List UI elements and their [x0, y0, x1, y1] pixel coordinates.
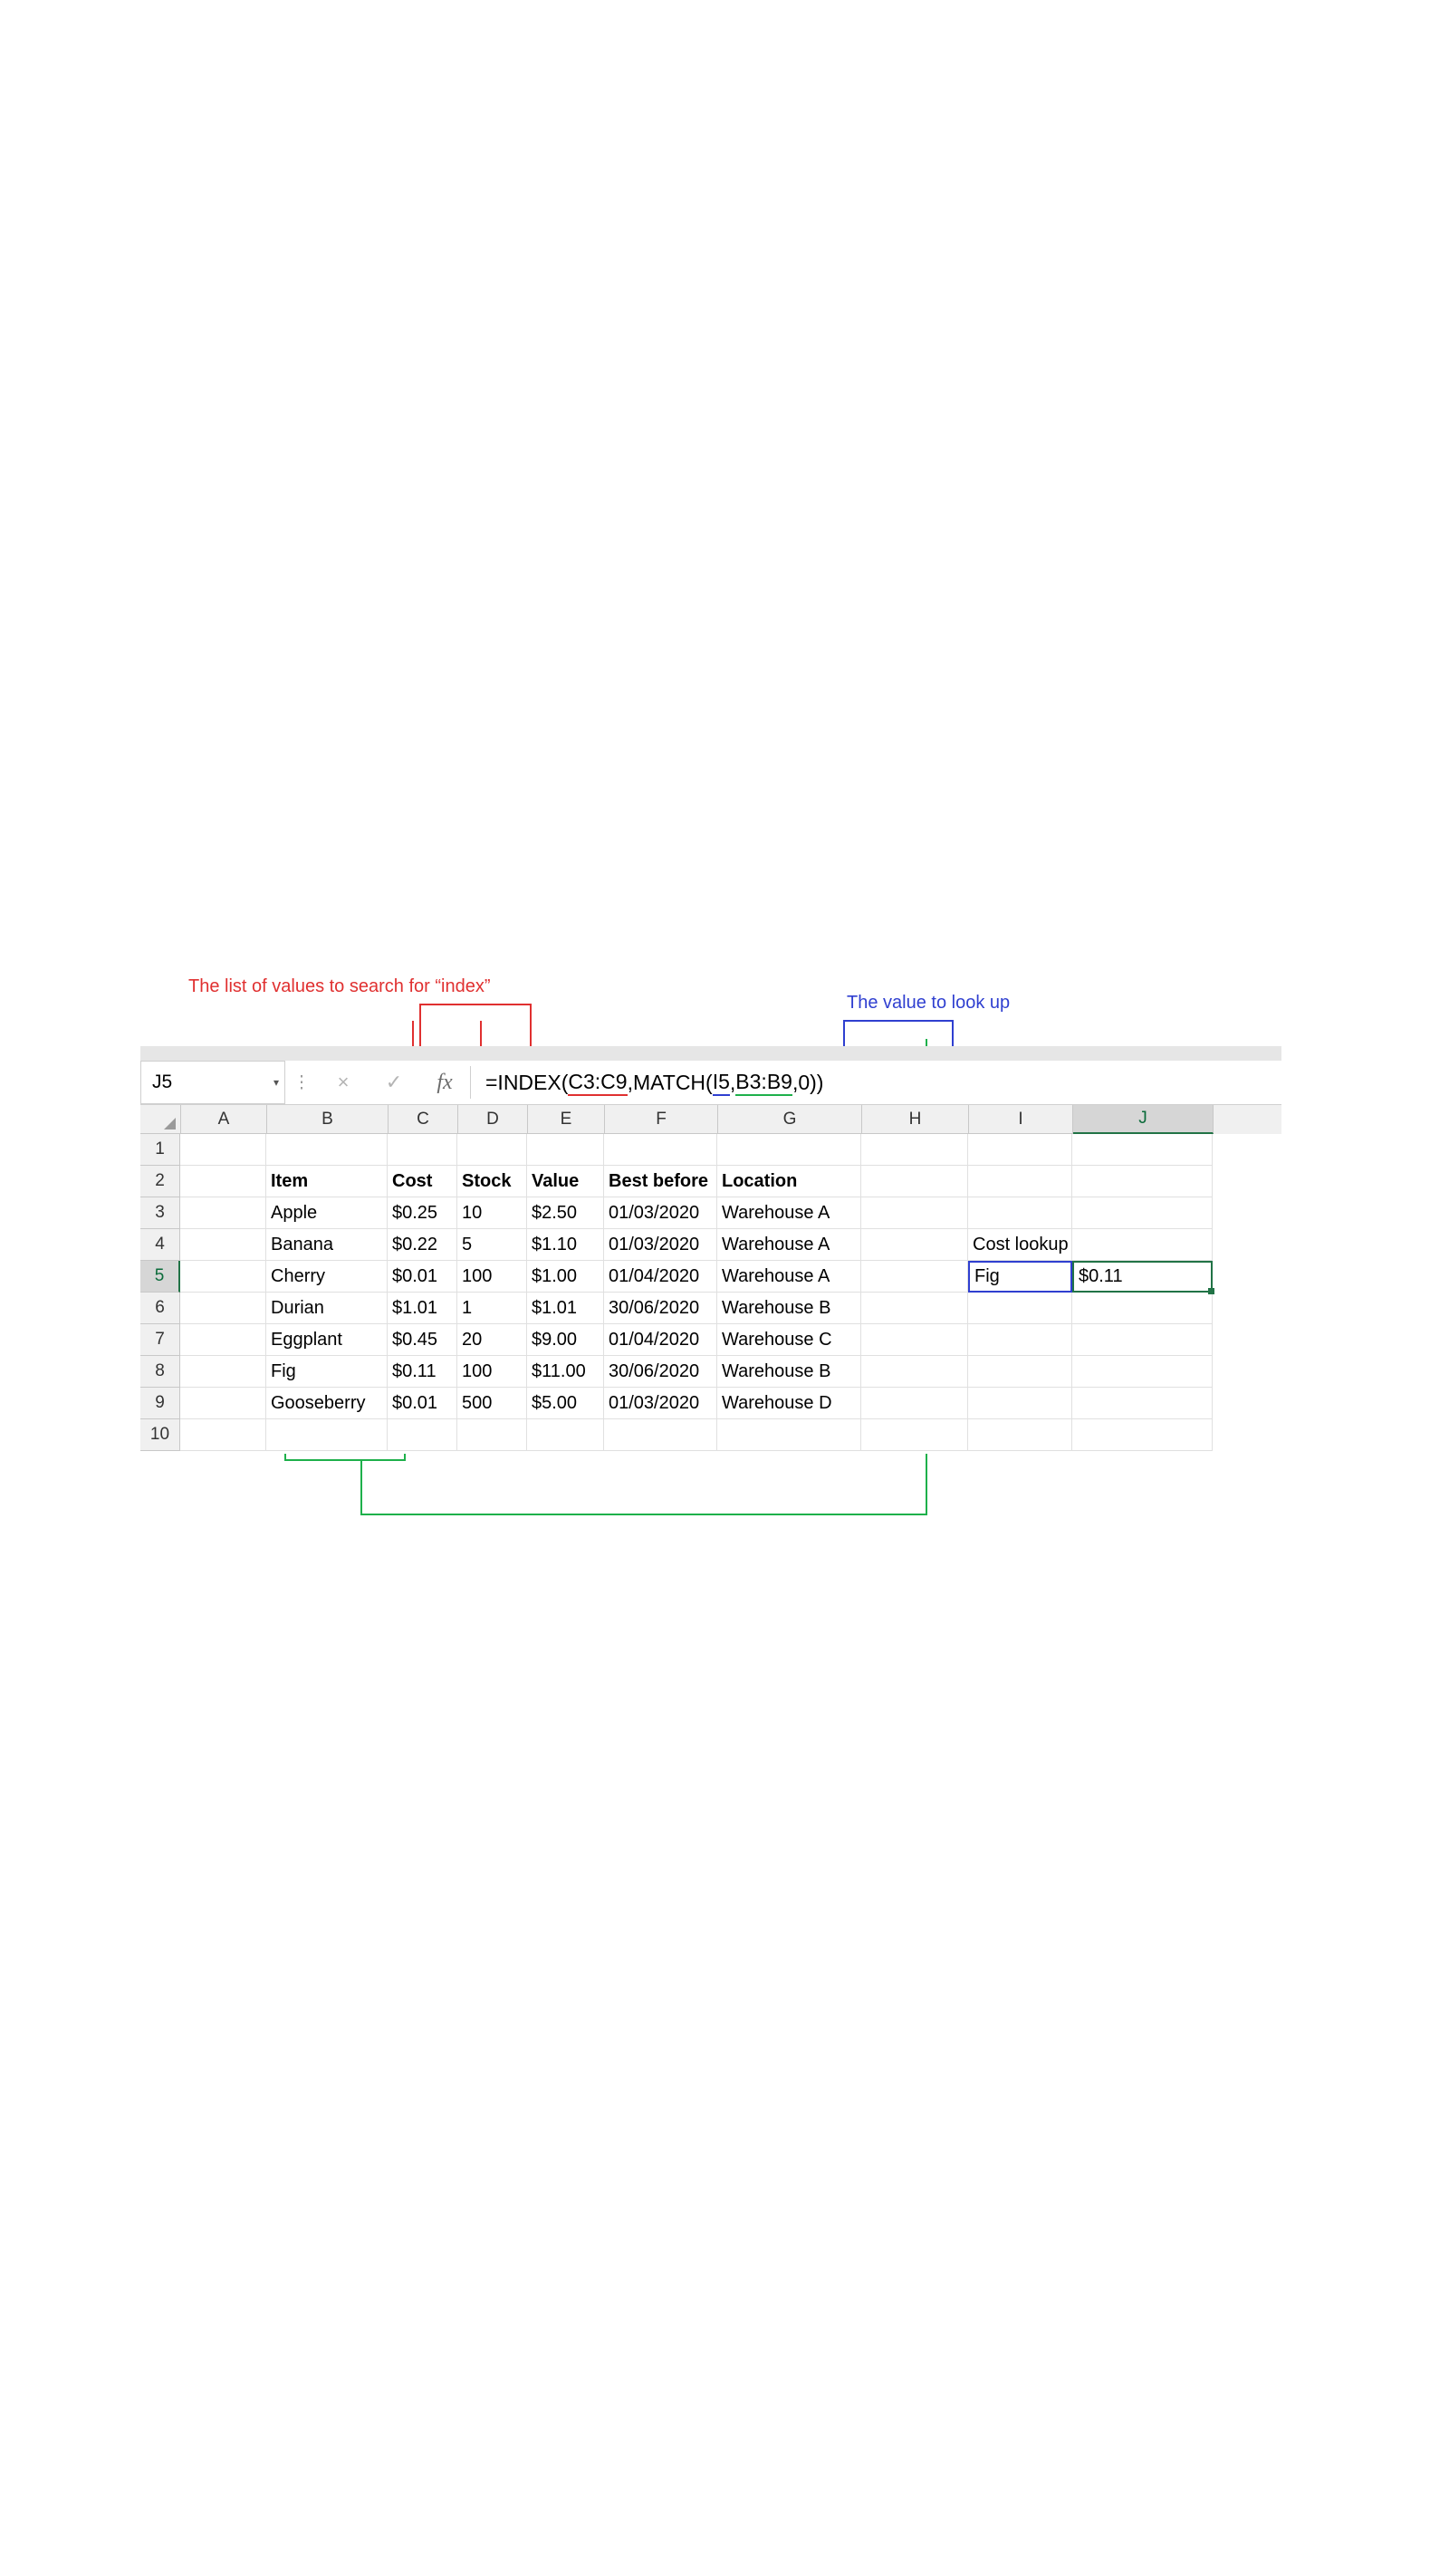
insert-function-icon[interactable]: fx [437, 1070, 453, 1094]
cell-b1[interactable] [266, 1134, 388, 1166]
cell-h9[interactable] [861, 1388, 968, 1419]
cell-a4[interactable] [180, 1229, 266, 1261]
table-row [140, 1134, 1281, 1166]
table-row [140, 1324, 1281, 1356]
cell-j4[interactable] [1072, 1229, 1213, 1261]
cell-c4[interactable]: $0.22 [388, 1229, 457, 1261]
cell-h7[interactable] [861, 1324, 968, 1356]
formula-segment-4: , [729, 1070, 736, 1094]
cell-f8[interactable]: 30/06/2020 [604, 1356, 717, 1388]
window-top-strip [140, 1046, 1281, 1061]
cell-h5[interactable] [861, 1261, 968, 1293]
cell-a10[interactable] [180, 1419, 266, 1451]
cell-d1[interactable] [457, 1134, 527, 1166]
formula-segment-match-range: B3:B9 [735, 1070, 792, 1096]
cell-d5[interactable]: 100 [457, 1261, 527, 1293]
cell-e10[interactable] [527, 1419, 604, 1451]
cell-h10[interactable] [861, 1419, 968, 1451]
cell-j6[interactable] [1072, 1293, 1213, 1324]
cell-f7[interactable]: 01/04/2020 [604, 1324, 717, 1356]
cell-i9[interactable] [968, 1388, 1072, 1419]
column-header-h[interactable]: H [862, 1105, 969, 1134]
row-header-5[interactable]: 5 [140, 1261, 180, 1293]
cell-f2[interactable]: Best before [604, 1166, 717, 1197]
formula-input[interactable] [471, 1061, 1281, 1104]
row-header-1[interactable]: 1 [140, 1134, 180, 1166]
cell-f1[interactable] [604, 1134, 717, 1166]
cell-d4[interactable]: 5 [457, 1229, 527, 1261]
column-header-a[interactable]: A [181, 1105, 267, 1134]
formula-segment-6: ,0)) [792, 1070, 824, 1094]
cell-h3[interactable] [861, 1197, 968, 1229]
cell-f10[interactable] [604, 1419, 717, 1451]
cell-g6[interactable]: Warehouse B [717, 1293, 861, 1324]
column-header-b[interactable]: B [267, 1105, 389, 1134]
cell-a6[interactable] [180, 1293, 266, 1324]
cell-a5[interactable] [180, 1261, 266, 1293]
cell-i2[interactable] [968, 1166, 1072, 1197]
cell-i5-lookup-value[interactable]: Fig [968, 1261, 1072, 1293]
table-row [140, 1197, 1281, 1229]
select-all-corner[interactable] [140, 1105, 181, 1134]
cell-c2[interactable]: Cost [388, 1166, 457, 1197]
cell-e3[interactable]: $2.50 [527, 1197, 604, 1229]
cell-f4[interactable]: 01/03/2020 [604, 1229, 717, 1261]
cell-b6[interactable]: Durian [266, 1293, 388, 1324]
row-header-6[interactable]: 6 [140, 1293, 180, 1324]
table-row [140, 1419, 1281, 1444]
row-header-7[interactable]: 7 [140, 1324, 180, 1356]
cell-h2[interactable] [861, 1166, 968, 1197]
cell-d8[interactable]: 100 [457, 1356, 527, 1388]
cell-c7[interactable]: $0.45 [388, 1324, 457, 1356]
cell-d6[interactable]: 1 [457, 1293, 527, 1324]
cell-d2[interactable]: Stock [457, 1166, 527, 1197]
cell-c8[interactable]: $0.11 [388, 1356, 457, 1388]
cell-e6[interactable]: $1.01 [527, 1293, 604, 1324]
row-header-10[interactable]: 10 [140, 1419, 180, 1451]
cell-a8[interactable] [180, 1356, 266, 1388]
row-header-4[interactable]: 4 [140, 1229, 180, 1261]
cell-c3[interactable]: $0.25 [388, 1197, 457, 1229]
cell-c1[interactable] [388, 1134, 457, 1166]
row-header-8[interactable]: 8 [140, 1356, 180, 1388]
annotation-green-up [360, 1460, 362, 1515]
column-header-i[interactable]: I [969, 1105, 1073, 1134]
formula-segment-lookup-value: I5 [713, 1070, 730, 1096]
cell-c10[interactable] [388, 1419, 457, 1451]
cell-g5[interactable]: Warehouse A [717, 1261, 861, 1293]
cell-i8[interactable] [968, 1356, 1072, 1388]
cell-a7[interactable] [180, 1324, 266, 1356]
cell-b4[interactable]: Banana [266, 1229, 388, 1261]
table-row [140, 1229, 1281, 1261]
cell-e1[interactable] [527, 1134, 604, 1166]
formula-segment-0: =INDEX( [485, 1070, 569, 1094]
table-row [140, 1261, 1281, 1293]
cell-c5[interactable]: $0.01 [388, 1261, 457, 1293]
column-header-j[interactable]: J [1073, 1105, 1214, 1134]
chevron-down-icon[interactable]: ▾ [273, 1076, 279, 1089]
cell-g8[interactable]: Warehouse B [717, 1356, 861, 1388]
cell-b9[interactable]: Gooseberry [266, 1388, 388, 1419]
row-header-9[interactable]: 9 [140, 1388, 180, 1419]
column-header-e[interactable]: E [528, 1105, 605, 1134]
cell-a3[interactable] [180, 1197, 266, 1229]
cell-h6[interactable] [861, 1293, 968, 1324]
cell-g1[interactable] [717, 1134, 861, 1166]
cell-e5[interactable]: $1.00 [527, 1261, 604, 1293]
row-header-2[interactable]: 2 [140, 1166, 180, 1197]
annotation-index-range-label: The list of values to search for “index” [188, 976, 491, 996]
menu-icon[interactable]: ⋮ [293, 1072, 311, 1092]
cell-d3[interactable]: 10 [457, 1197, 527, 1229]
cell-i3[interactable] [968, 1197, 1072, 1229]
cell-g2[interactable]: Location [717, 1166, 861, 1197]
cell-j8[interactable] [1072, 1356, 1213, 1388]
cell-f6[interactable]: 30/06/2020 [604, 1293, 717, 1324]
cancel-icon[interactable]: × [337, 1071, 350, 1093]
cell-e7[interactable]: $9.00 [527, 1324, 604, 1356]
column-header-d[interactable]: D [458, 1105, 528, 1134]
cell-c6[interactable]: $1.01 [388, 1293, 457, 1324]
cell-f3[interactable]: 01/03/2020 [604, 1197, 717, 1229]
grid [140, 1134, 1281, 1444]
cell-g7[interactable]: Warehouse C [717, 1324, 861, 1356]
cell-g9[interactable]: Warehouse D [717, 1388, 861, 1419]
annotation-green-bottom [360, 1514, 927, 1515]
annotation-lookup-value-label: The value to look up [847, 993, 1011, 1013]
row-header-3[interactable]: 3 [140, 1197, 180, 1229]
cell-j1[interactable] [1072, 1134, 1213, 1166]
cell-j5-result[interactable]: $0.11 [1072, 1261, 1213, 1293]
formula-segment-2: ,MATCH( [627, 1070, 713, 1094]
cell-i6[interactable] [968, 1293, 1072, 1324]
cell-j2[interactable] [1072, 1166, 1213, 1197]
cell-b8[interactable]: Fig [266, 1356, 388, 1388]
formula-bar [140, 1061, 1281, 1105]
column-header-g[interactable]: G [718, 1105, 862, 1134]
cell-i4[interactable]: Cost lookup [968, 1229, 1072, 1261]
cell-e2[interactable]: Value [527, 1166, 604, 1197]
cell-e4[interactable]: $1.10 [527, 1229, 604, 1261]
cell-j10[interactable] [1072, 1419, 1213, 1451]
cell-b3[interactable]: Apple [266, 1197, 388, 1229]
cell-c9[interactable]: $0.01 [388, 1388, 457, 1419]
cell-f5[interactable]: 01/04/2020 [604, 1261, 717, 1293]
cell-g3[interactable]: Warehouse A [717, 1197, 861, 1229]
cell-i10[interactable] [968, 1419, 1072, 1451]
cell-f9[interactable]: 01/03/2020 [604, 1388, 717, 1419]
table-row [140, 1166, 1281, 1197]
cell-h4[interactable] [861, 1229, 968, 1261]
table-row [140, 1388, 1281, 1419]
name-box[interactable] [140, 1061, 285, 1104]
cell-b2[interactable]: Item [266, 1166, 388, 1197]
cell-e8[interactable]: $11.00 [527, 1356, 604, 1388]
cell-d9[interactable]: 500 [457, 1388, 527, 1419]
cell-g10[interactable] [717, 1419, 861, 1451]
column-header-f[interactable]: F [605, 1105, 718, 1134]
cell-d7[interactable]: 20 [457, 1324, 527, 1356]
cell-i1[interactable] [968, 1134, 1072, 1166]
cell-a1[interactable] [180, 1134, 266, 1166]
cell-j3[interactable] [1072, 1197, 1213, 1229]
cell-b7[interactable]: Eggplant [266, 1324, 388, 1356]
cell-a9[interactable] [180, 1388, 266, 1419]
cell-i7[interactable] [968, 1324, 1072, 1356]
table-row [140, 1356, 1281, 1388]
cell-a2[interactable] [180, 1166, 266, 1197]
column-header-c[interactable]: C [389, 1105, 458, 1134]
spreadsheet-window [140, 1046, 1281, 1454]
cell-g4[interactable]: Warehouse A [717, 1229, 861, 1261]
cell-h1[interactable] [861, 1134, 968, 1166]
cell-h8[interactable] [861, 1356, 968, 1388]
formula-segment-index-range: C3:C9 [568, 1070, 627, 1096]
cell-e9[interactable]: $5.00 [527, 1388, 604, 1419]
cell-j9[interactable] [1072, 1388, 1213, 1419]
cell-d10[interactable] [457, 1419, 527, 1451]
name-box-value: J5 [152, 1072, 173, 1092]
table-row [140, 1293, 1281, 1324]
cell-b10[interactable] [266, 1419, 388, 1451]
confirm-check-icon[interactable]: ✓ [385, 1071, 403, 1093]
cell-j7[interactable] [1072, 1324, 1213, 1356]
column-header-row [140, 1105, 1281, 1134]
cell-b5[interactable]: Cherry [266, 1261, 388, 1293]
